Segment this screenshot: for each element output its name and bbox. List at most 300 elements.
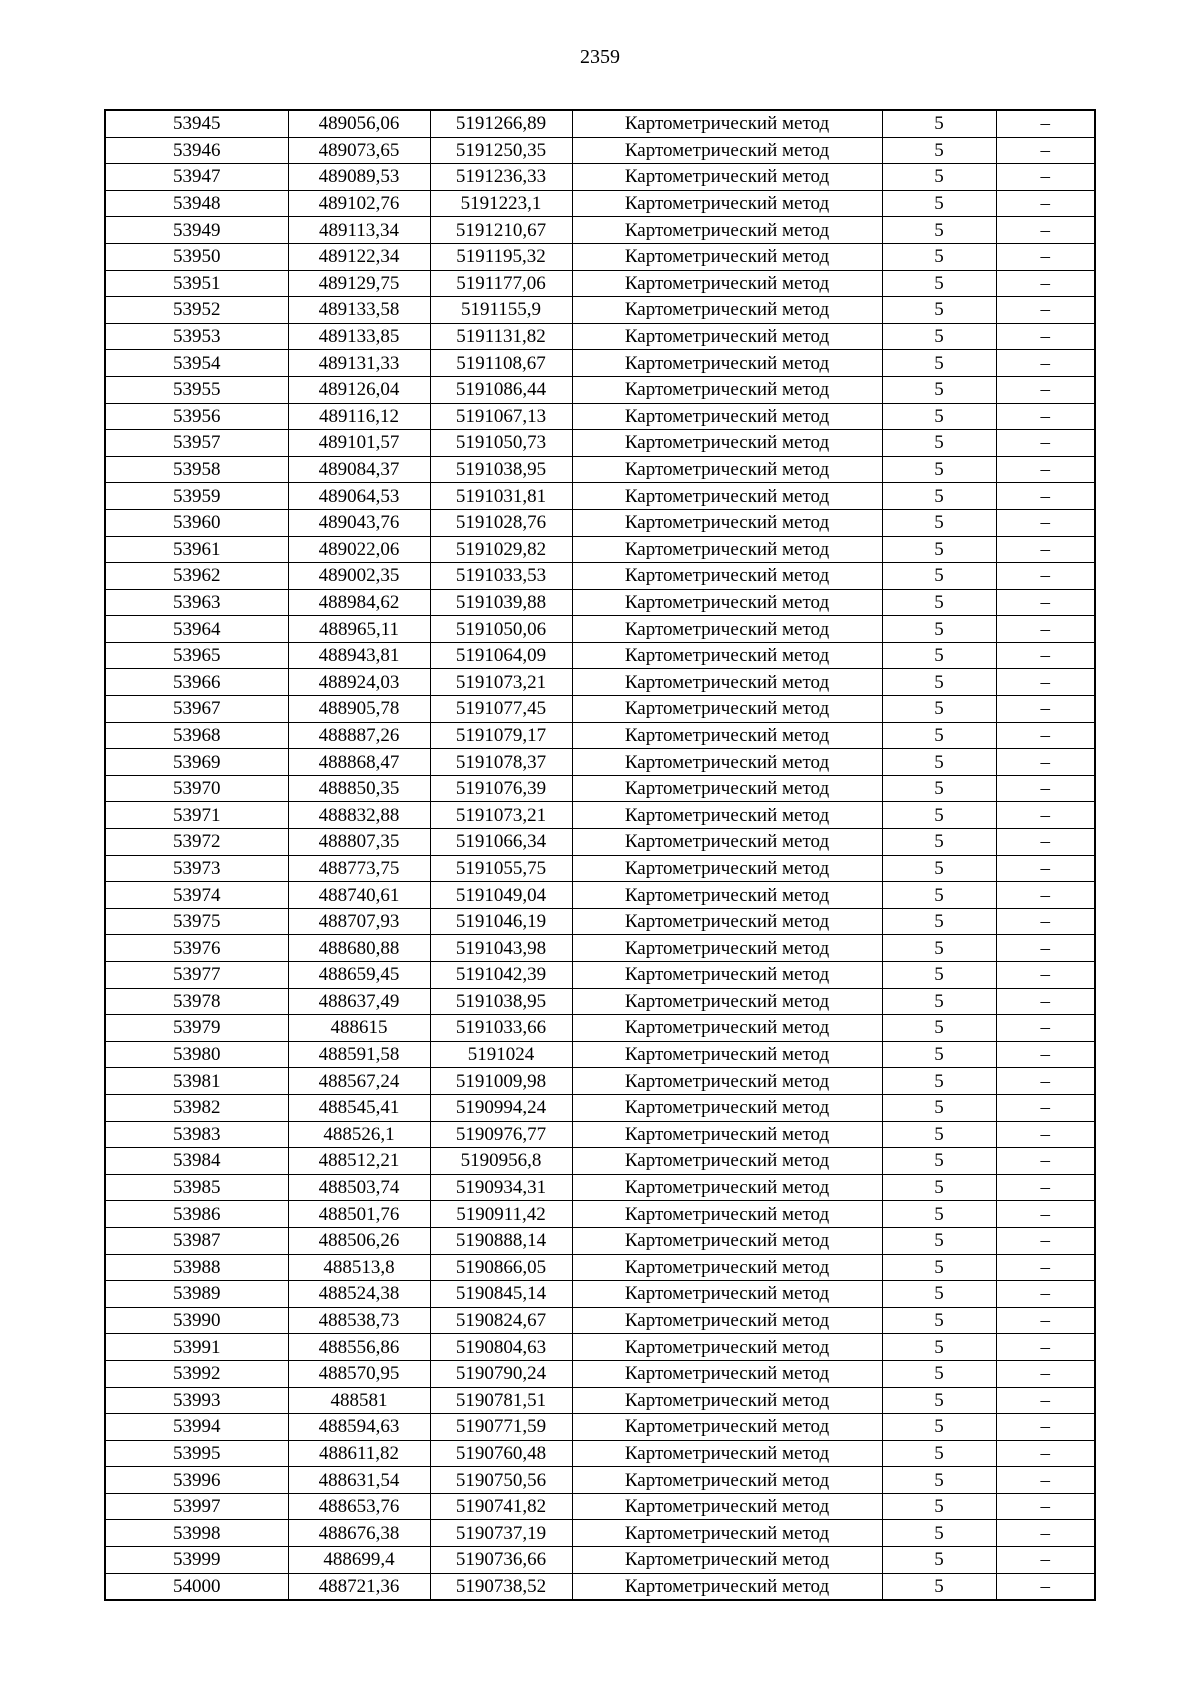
- point-id-cell: 54000: [105, 1573, 288, 1600]
- table-row: [105, 1467, 1095, 1494]
- point-id-cell: 53989: [105, 1281, 288, 1308]
- table-row: [105, 669, 1095, 696]
- x-coordinate-cell: 488807,35: [288, 829, 430, 856]
- x-coordinate-cell: 488773,75: [288, 855, 430, 882]
- point-id-cell: 53949: [105, 217, 288, 244]
- accuracy-cell: 5: [882, 882, 996, 909]
- point-id-cell: 53998: [105, 1520, 288, 1547]
- method-cell: Картометрический метод: [572, 669, 882, 696]
- x-coordinate-cell: 488611,82: [288, 1440, 430, 1467]
- point-id-cell: 53978: [105, 988, 288, 1015]
- method-cell: Картометрический метод: [572, 243, 882, 270]
- point-id-cell: 53984: [105, 1148, 288, 1175]
- accuracy-cell: 5: [882, 988, 996, 1015]
- y-coordinate-cell: 5191038,95: [430, 456, 572, 483]
- accuracy-cell: 5: [882, 483, 996, 510]
- x-coordinate-cell: 488699,4: [288, 1547, 430, 1574]
- method-cell: Картометрический метод: [572, 270, 882, 297]
- table-row: [105, 749, 1095, 776]
- accuracy-cell: 5: [882, 1041, 996, 1068]
- accuracy-cell: 5: [882, 1174, 996, 1201]
- x-coordinate-cell: 488570,95: [288, 1360, 430, 1387]
- accuracy-cell: 5: [882, 962, 996, 989]
- method-cell: Картометрический метод: [572, 536, 882, 563]
- table-row: [105, 589, 1095, 616]
- table-row: [105, 1387, 1095, 1414]
- x-coordinate-cell: 488631,54: [288, 1467, 430, 1494]
- accuracy-cell: 5: [882, 589, 996, 616]
- point-id-cell: 53972: [105, 829, 288, 856]
- note-cell: –: [996, 802, 1095, 829]
- method-cell: Картометрический метод: [572, 1227, 882, 1254]
- x-coordinate-cell: 488567,24: [288, 1068, 430, 1095]
- method-cell: Картометрический метод: [572, 908, 882, 935]
- point-id-cell: 53994: [105, 1414, 288, 1441]
- x-coordinate-cell: 488832,88: [288, 802, 430, 829]
- note-cell: –: [996, 696, 1095, 723]
- method-cell: Картометрический метод: [572, 164, 882, 191]
- point-id-cell: 53985: [105, 1174, 288, 1201]
- table-row: [105, 855, 1095, 882]
- table-row: [105, 696, 1095, 723]
- accuracy-cell: 5: [882, 217, 996, 244]
- y-coordinate-cell: 5191076,39: [430, 775, 572, 802]
- x-coordinate-cell: 489073,65: [288, 137, 430, 164]
- method-cell: Картометрический метод: [572, 1015, 882, 1042]
- point-id-cell: 53969: [105, 749, 288, 776]
- accuracy-cell: 5: [882, 1547, 996, 1574]
- point-id-cell: 53996: [105, 1467, 288, 1494]
- point-id-cell: 53968: [105, 722, 288, 749]
- x-coordinate-cell: 488506,26: [288, 1227, 430, 1254]
- table-row: [105, 536, 1095, 563]
- x-coordinate-cell: 488965,11: [288, 616, 430, 643]
- table-row: [105, 190, 1095, 217]
- note-cell: –: [996, 164, 1095, 191]
- table-row: [105, 908, 1095, 935]
- point-id-cell: 53974: [105, 882, 288, 909]
- method-cell: Картометрический метод: [572, 1573, 882, 1600]
- table-row: [105, 882, 1095, 909]
- method-cell: Картометрический метод: [572, 1094, 882, 1121]
- point-id-cell: 53990: [105, 1307, 288, 1334]
- table-row: [105, 1334, 1095, 1361]
- method-cell: Картометрический метод: [572, 829, 882, 856]
- table-row: [105, 1493, 1095, 1520]
- point-id-cell: 53993: [105, 1387, 288, 1414]
- y-coordinate-cell: 5190750,56: [430, 1467, 572, 1494]
- note-cell: –: [996, 1281, 1095, 1308]
- x-coordinate-cell: 488653,76: [288, 1493, 430, 1520]
- table-row: [105, 802, 1095, 829]
- y-coordinate-cell: 5191050,06: [430, 616, 572, 643]
- note-cell: –: [996, 1254, 1095, 1281]
- point-id-cell: 53947: [105, 164, 288, 191]
- accuracy-cell: 5: [882, 164, 996, 191]
- method-cell: Картометрический метод: [572, 137, 882, 164]
- table-row: [105, 430, 1095, 457]
- y-coordinate-cell: 5190934,31: [430, 1174, 572, 1201]
- accuracy-cell: 5: [882, 802, 996, 829]
- method-cell: Картометрический метод: [572, 935, 882, 962]
- y-coordinate-cell: 5190771,59: [430, 1414, 572, 1441]
- method-cell: Картометрический метод: [572, 483, 882, 510]
- method-cell: Картометрический метод: [572, 882, 882, 909]
- table-row: [105, 270, 1095, 297]
- method-cell: Картометрический метод: [572, 988, 882, 1015]
- x-coordinate-cell: 488512,21: [288, 1148, 430, 1175]
- accuracy-cell: 5: [882, 430, 996, 457]
- y-coordinate-cell: 5191079,17: [430, 722, 572, 749]
- point-id-cell: 53950: [105, 243, 288, 270]
- x-coordinate-cell: 488503,74: [288, 1174, 430, 1201]
- table-row: [105, 1068, 1095, 1095]
- table-row: [105, 243, 1095, 270]
- note-cell: –: [996, 589, 1095, 616]
- x-coordinate-cell: 489129,75: [288, 270, 430, 297]
- accuracy-cell: 5: [882, 456, 996, 483]
- x-coordinate-cell: 488524,38: [288, 1281, 430, 1308]
- point-id-cell: 53962: [105, 563, 288, 590]
- x-coordinate-cell: 489056,06: [288, 110, 430, 137]
- point-id-cell: 53979: [105, 1015, 288, 1042]
- x-coordinate-cell: 488680,88: [288, 935, 430, 962]
- point-id-cell: 53970: [105, 775, 288, 802]
- accuracy-cell: 5: [882, 1440, 996, 1467]
- accuracy-cell: 5: [882, 855, 996, 882]
- x-coordinate-cell: 488615: [288, 1015, 430, 1042]
- y-coordinate-cell: 5191066,34: [430, 829, 572, 856]
- y-coordinate-cell: 5191042,39: [430, 962, 572, 989]
- x-coordinate-cell: 488924,03: [288, 669, 430, 696]
- accuracy-cell: 5: [882, 935, 996, 962]
- point-id-cell: 53956: [105, 403, 288, 430]
- y-coordinate-cell: 5191078,37: [430, 749, 572, 776]
- method-cell: Картометрический метод: [572, 563, 882, 590]
- x-coordinate-cell: 488526,1: [288, 1121, 430, 1148]
- x-coordinate-cell: 488905,78: [288, 696, 430, 723]
- point-id-cell: 53986: [105, 1201, 288, 1228]
- page-number: 2359: [580, 46, 620, 68]
- note-cell: –: [996, 456, 1095, 483]
- point-id-cell: 53951: [105, 270, 288, 297]
- method-cell: Картометрический метод: [572, 1148, 882, 1175]
- point-id-cell: 53975: [105, 908, 288, 935]
- accuracy-cell: 5: [882, 1148, 996, 1175]
- accuracy-cell: 5: [882, 509, 996, 536]
- note-cell: –: [996, 1094, 1095, 1121]
- y-coordinate-cell: 5190976,77: [430, 1121, 572, 1148]
- x-coordinate-cell: 488984,62: [288, 589, 430, 616]
- note-cell: –: [996, 749, 1095, 776]
- table-row: [105, 1148, 1095, 1175]
- note-cell: –: [996, 1015, 1095, 1042]
- method-cell: Картометрический метод: [572, 1201, 882, 1228]
- y-coordinate-cell: 5191043,98: [430, 935, 572, 962]
- note-cell: –: [996, 1440, 1095, 1467]
- method-cell: Картометрический метод: [572, 1041, 882, 1068]
- note-cell: –: [996, 483, 1095, 510]
- note-cell: –: [996, 908, 1095, 935]
- x-coordinate-cell: 489022,06: [288, 536, 430, 563]
- note-cell: –: [996, 616, 1095, 643]
- method-cell: Картометрический метод: [572, 1467, 882, 1494]
- method-cell: Картометрический метод: [572, 855, 882, 882]
- point-id-cell: 53945: [105, 110, 288, 137]
- point-id-cell: 53995: [105, 1440, 288, 1467]
- x-coordinate-cell: 489084,37: [288, 456, 430, 483]
- y-coordinate-cell: 5191046,19: [430, 908, 572, 935]
- table-row: [105, 1440, 1095, 1467]
- note-cell: –: [996, 1174, 1095, 1201]
- y-coordinate-cell: 5191031,81: [430, 483, 572, 510]
- accuracy-cell: 5: [882, 403, 996, 430]
- accuracy-cell: 5: [882, 243, 996, 270]
- accuracy-cell: 5: [882, 376, 996, 403]
- accuracy-cell: 5: [882, 1360, 996, 1387]
- point-id-cell: 53999: [105, 1547, 288, 1574]
- point-id-cell: 53997: [105, 1493, 288, 1520]
- point-id-cell: 53946: [105, 137, 288, 164]
- x-coordinate-cell: 489131,33: [288, 350, 430, 377]
- note-cell: –: [996, 509, 1095, 536]
- method-cell: Картометрический метод: [572, 190, 882, 217]
- note-cell: –: [996, 882, 1095, 909]
- y-coordinate-cell: 5191236,33: [430, 164, 572, 191]
- point-id-cell: 53973: [105, 855, 288, 882]
- y-coordinate-cell: 5191077,45: [430, 696, 572, 723]
- point-id-cell: 53965: [105, 642, 288, 669]
- note-cell: –: [996, 1041, 1095, 1068]
- y-coordinate-cell: 5191039,88: [430, 589, 572, 616]
- note-cell: –: [996, 297, 1095, 324]
- note-cell: –: [996, 403, 1095, 430]
- note-cell: –: [996, 243, 1095, 270]
- x-coordinate-cell: 488594,63: [288, 1414, 430, 1441]
- point-id-cell: 53981: [105, 1068, 288, 1095]
- y-coordinate-cell: 5190824,67: [430, 1307, 572, 1334]
- note-cell: –: [996, 1387, 1095, 1414]
- method-cell: Картометрический метод: [572, 1493, 882, 1520]
- y-coordinate-cell: 5190741,82: [430, 1493, 572, 1520]
- table-row: [105, 1281, 1095, 1308]
- point-id-cell: 53977: [105, 962, 288, 989]
- table-row: [105, 1041, 1095, 1068]
- point-id-cell: 53983: [105, 1121, 288, 1148]
- y-coordinate-cell: 5191049,04: [430, 882, 572, 909]
- x-coordinate-cell: 488868,47: [288, 749, 430, 776]
- note-cell: –: [996, 110, 1095, 137]
- note-cell: –: [996, 1467, 1095, 1494]
- table-row: [105, 1360, 1095, 1387]
- y-coordinate-cell: 5190911,42: [430, 1201, 572, 1228]
- x-coordinate-cell: 488659,45: [288, 962, 430, 989]
- accuracy-cell: 5: [882, 829, 996, 856]
- y-coordinate-cell: 5190804,63: [430, 1334, 572, 1361]
- y-coordinate-cell: 5190781,51: [430, 1387, 572, 1414]
- y-coordinate-cell: 5190888,14: [430, 1227, 572, 1254]
- note-cell: –: [996, 775, 1095, 802]
- y-coordinate-cell: 5191223,1: [430, 190, 572, 217]
- y-coordinate-cell: 5191131,82: [430, 323, 572, 350]
- table-row: [105, 297, 1095, 324]
- method-cell: Картометрический метод: [572, 589, 882, 616]
- method-cell: Картометрический метод: [572, 350, 882, 377]
- table-row: [105, 110, 1095, 137]
- y-coordinate-cell: 5191033,53: [430, 563, 572, 590]
- accuracy-cell: 5: [882, 749, 996, 776]
- table-row: [105, 1414, 1095, 1441]
- note-cell: –: [996, 1360, 1095, 1387]
- x-coordinate-cell: 489126,04: [288, 376, 430, 403]
- point-id-cell: 53961: [105, 536, 288, 563]
- accuracy-cell: 5: [882, 1493, 996, 1520]
- method-cell: Картометрический метод: [572, 696, 882, 723]
- y-coordinate-cell: 5190738,52: [430, 1573, 572, 1600]
- accuracy-cell: 5: [882, 669, 996, 696]
- method-cell: Картометрический метод: [572, 456, 882, 483]
- y-coordinate-cell: 5190790,24: [430, 1360, 572, 1387]
- x-coordinate-cell: 489113,34: [288, 217, 430, 244]
- note-cell: –: [996, 190, 1095, 217]
- table-row: [105, 509, 1095, 536]
- method-cell: Картометрический метод: [572, 217, 882, 244]
- table-row: [105, 350, 1095, 377]
- table-row: [105, 775, 1095, 802]
- accuracy-cell: 5: [882, 1307, 996, 1334]
- accuracy-cell: 5: [882, 350, 996, 377]
- point-id-cell: 53948: [105, 190, 288, 217]
- method-cell: Картометрический метод: [572, 1281, 882, 1308]
- point-id-cell: 53992: [105, 1360, 288, 1387]
- note-cell: –: [996, 1227, 1095, 1254]
- method-cell: Картометрический метод: [572, 403, 882, 430]
- table-row: [105, 722, 1095, 749]
- table-row: [105, 1573, 1095, 1600]
- method-cell: Картометрический метод: [572, 616, 882, 643]
- note-cell: –: [996, 1547, 1095, 1574]
- method-cell: Картометрический метод: [572, 1334, 882, 1361]
- table-row: [105, 616, 1095, 643]
- accuracy-cell: 5: [882, 1414, 996, 1441]
- y-coordinate-cell: 5191050,73: [430, 430, 572, 457]
- x-coordinate-cell: 489133,58: [288, 297, 430, 324]
- point-id-cell: 53958: [105, 456, 288, 483]
- point-id-cell: 53976: [105, 935, 288, 962]
- note-cell: –: [996, 137, 1095, 164]
- method-cell: Картометрический метод: [572, 802, 882, 829]
- x-coordinate-cell: 488943,81: [288, 642, 430, 669]
- note-cell: –: [996, 1121, 1095, 1148]
- method-cell: Картометрический метод: [572, 1414, 882, 1441]
- method-cell: Картометрический метод: [572, 1387, 882, 1414]
- table-row: [105, 1520, 1095, 1547]
- x-coordinate-cell: 489101,57: [288, 430, 430, 457]
- y-coordinate-cell: 5191073,21: [430, 802, 572, 829]
- point-id-cell: 53953: [105, 323, 288, 350]
- accuracy-cell: 5: [882, 1068, 996, 1095]
- accuracy-cell: 5: [882, 190, 996, 217]
- accuracy-cell: 5: [882, 1094, 996, 1121]
- y-coordinate-cell: 5190956,8: [430, 1148, 572, 1175]
- method-cell: Картометрический метод: [572, 749, 882, 776]
- accuracy-cell: 5: [882, 536, 996, 563]
- method-cell: Картометрический метод: [572, 1440, 882, 1467]
- table-row: [105, 1547, 1095, 1574]
- method-cell: Картометрический метод: [572, 1360, 882, 1387]
- x-coordinate-cell: 488501,76: [288, 1201, 430, 1228]
- point-id-cell: 53967: [105, 696, 288, 723]
- accuracy-cell: 5: [882, 1121, 996, 1148]
- point-id-cell: 53987: [105, 1227, 288, 1254]
- note-cell: –: [996, 1520, 1095, 1547]
- method-cell: Картометрический метод: [572, 775, 882, 802]
- note-cell: –: [996, 829, 1095, 856]
- x-coordinate-cell: 488850,35: [288, 775, 430, 802]
- y-coordinate-cell: 5191073,21: [430, 669, 572, 696]
- point-id-cell: 53952: [105, 297, 288, 324]
- accuracy-cell: 5: [882, 908, 996, 935]
- x-coordinate-cell: 488556,86: [288, 1334, 430, 1361]
- note-cell: –: [996, 430, 1095, 457]
- x-coordinate-cell: 488545,41: [288, 1094, 430, 1121]
- x-coordinate-cell: 489002,35: [288, 563, 430, 590]
- y-coordinate-cell: 5191024: [430, 1041, 572, 1068]
- y-coordinate-cell: 5191064,09: [430, 642, 572, 669]
- method-cell: Картометрический метод: [572, 1174, 882, 1201]
- y-coordinate-cell: 5191266,89: [430, 110, 572, 137]
- note-cell: –: [996, 1414, 1095, 1441]
- x-coordinate-cell: 488591,58: [288, 1041, 430, 1068]
- table-row: [105, 1015, 1095, 1042]
- x-coordinate-cell: 489133,85: [288, 323, 430, 350]
- method-cell: Картометрический метод: [572, 297, 882, 324]
- table-row: [105, 642, 1095, 669]
- accuracy-cell: 5: [882, 563, 996, 590]
- x-coordinate-cell: 489116,12: [288, 403, 430, 430]
- point-id-cell: 53954: [105, 350, 288, 377]
- y-coordinate-cell: 5191067,13: [430, 403, 572, 430]
- accuracy-cell: 5: [882, 642, 996, 669]
- note-cell: –: [996, 1334, 1095, 1361]
- table-row: [105, 988, 1095, 1015]
- x-coordinate-cell: 488707,93: [288, 908, 430, 935]
- point-id-cell: 53959: [105, 483, 288, 510]
- method-cell: Картометрический метод: [572, 1254, 882, 1281]
- note-cell: –: [996, 350, 1095, 377]
- note-cell: –: [996, 1573, 1095, 1600]
- x-coordinate-cell: 488676,38: [288, 1520, 430, 1547]
- x-coordinate-cell: 489043,76: [288, 509, 430, 536]
- x-coordinate-cell: 488740,61: [288, 882, 430, 909]
- note-cell: –: [996, 1493, 1095, 1520]
- y-coordinate-cell: 5191038,95: [430, 988, 572, 1015]
- accuracy-cell: 5: [882, 1201, 996, 1228]
- y-coordinate-cell: 5191195,32: [430, 243, 572, 270]
- accuracy-cell: 5: [882, 110, 996, 137]
- accuracy-cell: 5: [882, 1015, 996, 1042]
- accuracy-cell: 5: [882, 323, 996, 350]
- note-cell: –: [996, 988, 1095, 1015]
- point-id-cell: 53957: [105, 430, 288, 457]
- x-coordinate-cell: 488637,49: [288, 988, 430, 1015]
- method-cell: Картометрический метод: [572, 642, 882, 669]
- x-coordinate-cell: 489122,34: [288, 243, 430, 270]
- coordinates-table-body: [105, 110, 1095, 1600]
- table-row: [105, 217, 1095, 244]
- table-row: [105, 376, 1095, 403]
- point-id-cell: 53980: [105, 1041, 288, 1068]
